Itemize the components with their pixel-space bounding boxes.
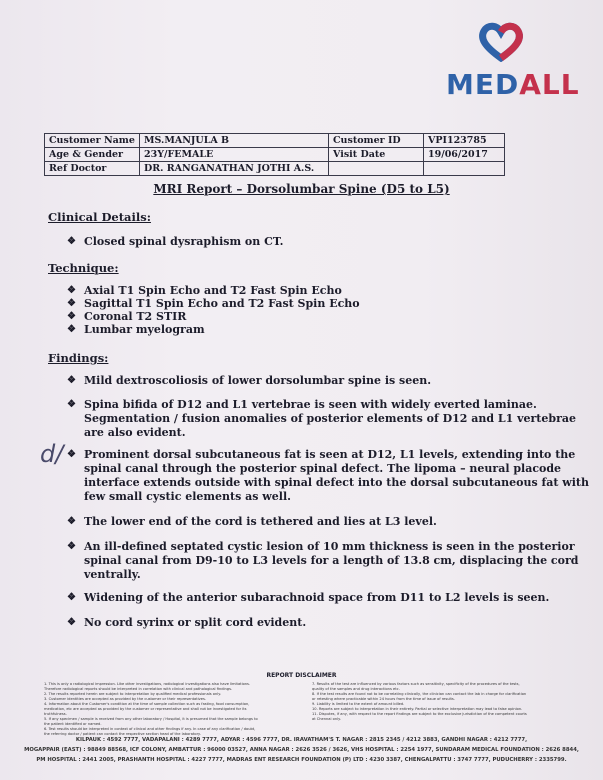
ref-doctor-label: Ref Doctor xyxy=(45,162,140,176)
handwritten-note: d/ xyxy=(40,440,64,468)
visit-date-label: Visit Date xyxy=(329,148,424,162)
finding-item: ❖ Spina bifida of D12 and L1 vertebrae is seen with widely everted laminae. Segmentation / fusion anomalies of posterior elements of D12 and L1 vertebrae are also evident. xyxy=(67,398,576,439)
technique-heading: Technique: xyxy=(48,261,119,275)
technique-item: ❖ Axial T1 Spin Echo and T2 Fast Spin Echo xyxy=(67,284,342,297)
clinical-details-heading: Clinical Details: xyxy=(48,210,151,224)
report-title: MRI Report – Dorsolumbar Spine (D5 to L5) xyxy=(153,182,450,196)
technique-item: ❖ Sagittal T1 Spin Echo and T2 Fast Spin Echo xyxy=(67,297,360,310)
customer-id-label: Customer ID xyxy=(329,134,424,148)
customer-id-value: VPI123785 xyxy=(424,134,505,148)
technique-item: ❖ Lumbar myelogram xyxy=(67,323,205,336)
finding-item: ❖ Mild dextroscoliosis of lower dorsolumbar spine is seen. xyxy=(67,374,432,387)
heart-logo-icon xyxy=(478,22,524,62)
finding-item: ❖ Widening of the anterior subarachnoid space from D11 to L2 levels is seen. xyxy=(67,591,550,604)
technique-item: ❖ Coronal T2 STIR xyxy=(67,310,187,323)
branch-contacts: KILPAUK : 4592 7777, VADAPALANI : 4289 7777, ADYAR : 4596 7777, DR. IRAVATHAM'S T. NAGAR : 2815 2345 / 4212 3883, GANDHI NAGAR : 4212 7777, MOGAPPAIR (EAST) : 98849 88568, ICF COLONY, AMBATTUR : 96000 03527, ANNA NAGAR : 2626 3526 / 3626, VHS HOSPITAL : 2254 1977, SUNDARAM MEDICAL FOUNDATION : 2626 8844, PM HOSPITAL : 2441 2005, PRASHANTH HOSPITAL : 4227 7777, MADRAS ENT RESEARCH FOUNDATION (P) LTD : 4230 3387, CHENGALPATTU : 3747 7777, PUDUCHERRY : 2335799. xyxy=(24,737,579,763)
finding-item: ❖ Prominent dorsal subcutaneous fat is seen at D12, L1 levels, extending into the spinal canal through the posterior spinal defect. The lipoma – neural placode interface extends outside with spinal defect into the dorsal subcutaneous fat with few small cystic elements as well. xyxy=(67,448,589,503)
age-gender-value: 23Y/FEMALE xyxy=(140,148,329,162)
visit-date-value: 19/06/2017 xyxy=(424,148,505,162)
age-gender-label: Age & Gender xyxy=(45,148,140,162)
customer-name-label: Customer Name xyxy=(45,134,140,148)
ref-doctor-value: DR. RANGANATHAN JOTHI A.S. xyxy=(140,162,329,176)
finding-item: ❖ No cord syrinx or split cord evident. xyxy=(67,616,307,629)
clinical-item: ❖ Closed spinal dysraphism on CT. xyxy=(67,235,284,248)
customer-name-value: MS.MANJULA B xyxy=(140,134,329,148)
finding-item: ❖ The lower end of the cord is tethered and lies at L3 level. xyxy=(67,515,437,528)
disclaimer-title: REPORT DISCLAIMER xyxy=(266,672,337,679)
patient-info-table xyxy=(44,133,505,176)
findings-heading: Findings: xyxy=(48,351,109,365)
disclaimer-left: 1. This is only a radiological impression. Like other investigations, radiological investigations also have limitations. Therefore radiological reports should be interpreted in correlation with clinical and pathological findings. 2. The results reported herein are subject to interpretation by qualified medical professionals only. 3. Customer identities are accepted as provided by the customer or their representatives. 4. Information about the Customer's condition at the time of sample collection such as fasting, food consumption, medication, etc are accepted as provided by the customer or representative and shall not be investigated for its truthfulness. 5. If any specimen / sample is received from any other laboratory / Hospital, it is presumed that the sample belongs to the patient identified or named. 6. Test results should be interpreted in context of clinical and other findings if any. In case of any clarification / doubt, the referring doctor / patient can contact the respective section head of the laboratory. xyxy=(44,682,258,736)
medall-logo xyxy=(440,22,580,104)
finding-item: ❖ An ill-defined septated cystic lesion of 10 mm thickness is seen in the posterior spinal canal from D9-10 to L3 levels for a length of 13.8 cm, displacing the cord ventrally. xyxy=(67,540,579,581)
brand-name: MEDALL xyxy=(446,68,580,101)
disclaimer-right: 7. Results of the test are influenced by various factors such as sensitivity, specificity of the procedures of the tests, quality of the samples and drug interactions etc. 8. If the test results are found not to be correlating clinically, the clinician can contact the lab in charge for clarification or retesting where practicable within 24 hours from the time of issue of results. 9. Liability is limited to the extent of amount billed. 10. Reports are subject to interpretation in their entirety. Partial or selective interpretation may lead to false opinion. 11. Disputes, if any, with respect to the report findings are subject to the exclusive jurisdiction of the competent courts at Chennai only. xyxy=(312,682,527,721)
